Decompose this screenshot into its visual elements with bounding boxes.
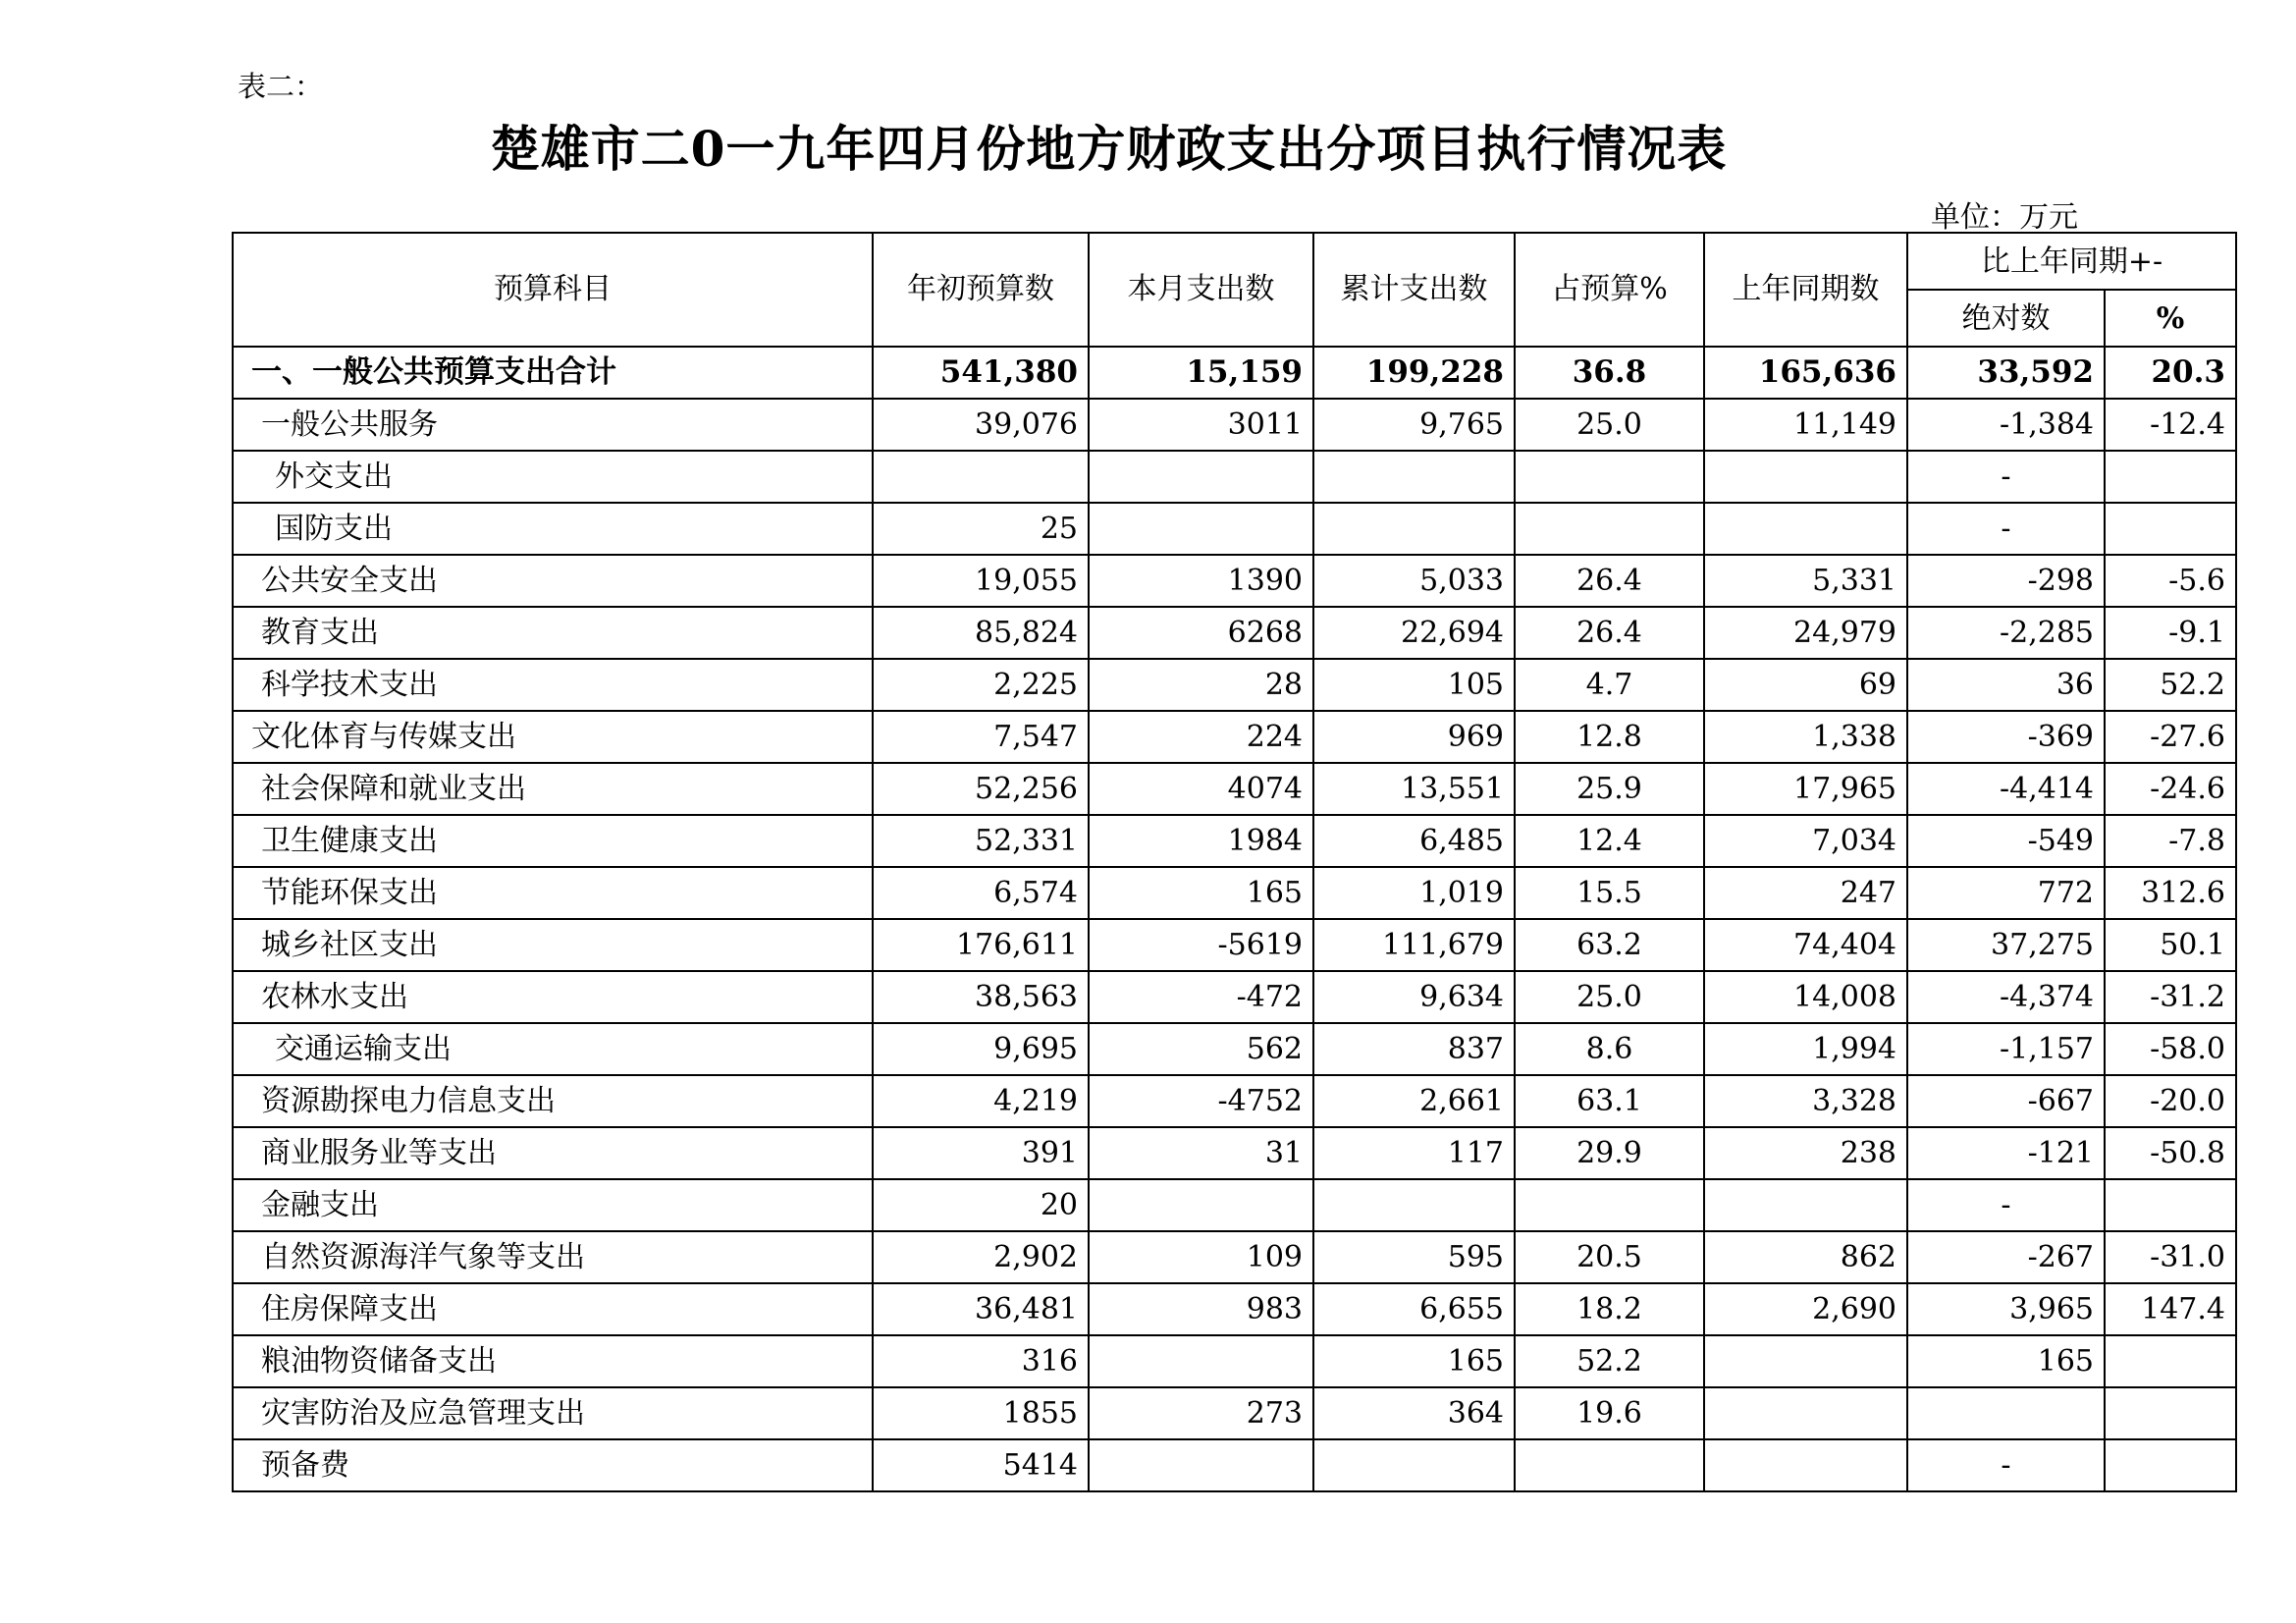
row-cumulative: 111,679 [1313,919,1515,971]
row-month: -5619 [1089,919,1313,971]
row-last-year [1704,1179,1907,1231]
expenditure-table [232,232,2237,1492]
row-subject: 公共安全支出 [233,555,873,607]
table-row [233,451,2236,503]
row-cumulative: 969 [1313,711,1515,763]
row-ratio: 8.6 [1515,1023,1704,1075]
row-abs: -667 [1907,1075,2105,1127]
row-pct [2105,1335,2236,1387]
row-subject: 科学技术支出 [233,659,873,711]
row-month: 3011 [1089,399,1313,451]
row-budget: 7,547 [873,711,1089,763]
header-last-year: 上年同期数 [1704,233,1907,347]
row-abs: -1,384 [1907,399,2105,451]
row-cumulative: 22,694 [1313,607,1515,659]
row-abs [1907,1387,2105,1439]
table-row [233,815,2236,867]
total-row [233,347,2236,399]
row-abs: -369 [1907,711,2105,763]
table-row [233,867,2236,919]
row-abs: -4,414 [1907,763,2105,815]
table-row [233,1387,2236,1439]
row-pct: -7.8 [2105,815,2236,867]
row-cumulative: 5,033 [1313,555,1515,607]
table-row [233,763,2236,815]
row-last-year: 5,331 [1704,555,1907,607]
table-row [233,659,2236,711]
row-last-year: 17,965 [1704,763,1907,815]
row-ratio: 20.5 [1515,1231,1704,1283]
row-cumulative [1313,1439,1515,1491]
row-cumulative [1313,1179,1515,1231]
row-subject: 教育支出 [233,607,873,659]
table-row [233,1127,2236,1179]
row-month [1089,451,1313,503]
row-cumulative: 9,765 [1313,399,1515,451]
row-pct: 147.4 [2105,1283,2236,1335]
row-pct [2105,1439,2236,1491]
row-last-year: 862 [1704,1231,1907,1283]
row-last-year: 1,338 [1704,711,1907,763]
row-pct: -12.4 [2105,399,2236,451]
row-subject: 金融支出 [233,1179,873,1231]
row-month: 109 [1089,1231,1313,1283]
total-last-year: 165,636 [1704,347,1907,399]
row-ratio: 19.6 [1515,1387,1704,1439]
row-month: -4752 [1089,1075,1313,1127]
row-pct: 312.6 [2105,867,2236,919]
row-abs: -298 [1907,555,2105,607]
row-cumulative: 364 [1313,1387,1515,1439]
row-ratio: 18.2 [1515,1283,1704,1335]
row-month: 1390 [1089,555,1313,607]
row-cumulative: 1,019 [1313,867,1515,919]
total-pct: 20.3 [2105,347,2236,399]
table-row [233,1023,2236,1075]
row-abs: -549 [1907,815,2105,867]
row-abs: 772 [1907,867,2105,919]
row-budget: 391 [873,1127,1089,1179]
row-ratio [1515,503,1704,555]
row-month [1089,1179,1313,1231]
row-ratio: 63.1 [1515,1075,1704,1127]
row-abs: -1,157 [1907,1023,2105,1075]
total-month: 15,159 [1089,347,1313,399]
row-pct: -20.0 [2105,1075,2236,1127]
table-row [233,711,2236,763]
row-last-year: 238 [1704,1127,1907,1179]
row-budget: 20 [873,1179,1089,1231]
row-last-year [1704,1335,1907,1387]
row-pct: -50.8 [2105,1127,2236,1179]
row-cumulative [1313,451,1515,503]
row-month: 983 [1089,1283,1313,1335]
row-ratio [1515,1179,1704,1231]
row-budget: 316 [873,1335,1089,1387]
row-last-year: 247 [1704,867,1907,919]
row-subject: 预备费 [233,1439,873,1491]
row-budget: 1855 [873,1387,1089,1439]
row-last-year: 2,690 [1704,1283,1907,1335]
row-subject: 自然资源海洋气象等支出 [233,1231,873,1283]
row-cumulative: 13,551 [1313,763,1515,815]
header-pct: % [2105,290,2236,347]
row-cumulative: 9,634 [1313,971,1515,1023]
row-subject: 一般公共服务 [233,399,873,451]
row-budget: 36,481 [873,1283,1089,1335]
row-last-year: 11,149 [1704,399,1907,451]
row-subject: 商业服务业等支出 [233,1127,873,1179]
table-row [233,971,2236,1023]
table-note: 表二： [238,70,324,103]
total-abs: 33,592 [1907,347,2105,399]
row-subject: 外交支出 [233,451,873,503]
row-last-year: 3,328 [1704,1075,1907,1127]
row-abs: - [1907,1179,2105,1231]
row-abs: 37,275 [1907,919,2105,971]
row-last-year [1704,451,1907,503]
page-title [0,110,2296,181]
row-last-year: 1,994 [1704,1023,1907,1075]
row-month: 562 [1089,1023,1313,1075]
row-subject: 国防支出 [233,503,873,555]
row-month: -472 [1089,971,1313,1023]
total-subject: 一、一般公共预算支出合计 [233,347,873,399]
row-budget: 52,331 [873,815,1089,867]
row-abs: 3,965 [1907,1283,2105,1335]
row-pct: -24.6 [2105,763,2236,815]
row-cumulative: 6,485 [1313,815,1515,867]
row-pct: -5.6 [2105,555,2236,607]
row-month: 224 [1089,711,1313,763]
row-abs: 165 [1907,1335,2105,1387]
row-subject: 灾害防治及应急管理支出 [233,1387,873,1439]
row-abs: 36 [1907,659,2105,711]
row-month [1089,1439,1313,1491]
header-budget: 年初预算数 [873,233,1089,347]
table-row [233,607,2236,659]
row-ratio: 25.9 [1515,763,1704,815]
row-subject: 文化体育与传媒支出 [233,711,873,763]
row-subject: 农林水支出 [233,971,873,1023]
table-row [233,1179,2236,1231]
row-last-year [1704,1439,1907,1491]
total-cumulative: 199,228 [1313,347,1515,399]
row-budget: 9,695 [873,1023,1089,1075]
row-month: 165 [1089,867,1313,919]
row-month: 1984 [1089,815,1313,867]
row-pct [2105,451,2236,503]
row-budget: 25 [873,503,1089,555]
header-subject: 预算科目 [233,233,873,347]
table-row [233,1075,2236,1127]
row-pct [2105,1387,2236,1439]
row-subject: 粮油物资储备支出 [233,1335,873,1387]
row-pct: -31.2 [2105,971,2236,1023]
row-ratio: 15.5 [1515,867,1704,919]
row-budget: 6,574 [873,867,1089,919]
row-abs: -4,374 [1907,971,2105,1023]
row-ratio: 12.4 [1515,815,1704,867]
row-cumulative: 165 [1313,1335,1515,1387]
row-pct: -58.0 [2105,1023,2236,1075]
row-ratio [1515,451,1704,503]
row-subject: 住房保障支出 [233,1283,873,1335]
row-subject: 交通运输支出 [233,1023,873,1075]
row-last-year [1704,1387,1907,1439]
table-row [233,919,2236,971]
row-subject: 资源勘探电力信息支出 [233,1075,873,1127]
row-cumulative: 6,655 [1313,1283,1515,1335]
row-budget: 2,225 [873,659,1089,711]
row-cumulative: 117 [1313,1127,1515,1179]
row-month: 6268 [1089,607,1313,659]
row-subject: 卫生健康支出 [233,815,873,867]
header-cumulative: 累计支出数 [1313,233,1515,347]
row-cumulative: 837 [1313,1023,1515,1075]
table-row [233,399,2236,451]
row-ratio: 26.4 [1515,607,1704,659]
row-month: 31 [1089,1127,1313,1179]
row-ratio: 12.8 [1515,711,1704,763]
row-pct: -31.0 [2105,1231,2236,1283]
row-budget: 5414 [873,1439,1089,1491]
row-month [1089,1335,1313,1387]
row-last-year: 7,034 [1704,815,1907,867]
row-cumulative: 595 [1313,1231,1515,1283]
row-month: 28 [1089,659,1313,711]
row-budget: 176,611 [873,919,1089,971]
row-budget: 2,902 [873,1231,1089,1283]
row-budget [873,451,1089,503]
row-ratio: 52.2 [1515,1335,1704,1387]
row-abs: - [1907,503,2105,555]
row-cumulative: 105 [1313,659,1515,711]
row-subject: 节能环保支出 [233,867,873,919]
table-row [233,503,2236,555]
row-month [1089,503,1313,555]
row-ratio: 25.0 [1515,971,1704,1023]
row-last-year: 69 [1704,659,1907,711]
row-last-year: 14,008 [1704,971,1907,1023]
row-subject: 城乡社区支出 [233,919,873,971]
header-abs: 绝对数 [1907,290,2105,347]
row-ratio: 4.7 [1515,659,1704,711]
row-pct [2105,503,2236,555]
row-pct: 52.2 [2105,659,2236,711]
row-pct: -27.6 [2105,711,2236,763]
row-pct [2105,1179,2236,1231]
header-ratio: 占预算% [1515,233,1704,347]
row-budget: 19,055 [873,555,1089,607]
row-pct: 50.1 [2105,919,2236,971]
page-title-text: 楚雄市二0一九年四月份地方财政支出分项目执行情况表 [490,120,1728,178]
row-budget: 38,563 [873,971,1089,1023]
row-abs: -2,285 [1907,607,2105,659]
row-pct: -9.1 [2105,607,2236,659]
row-abs: - [1907,451,2105,503]
table-row [233,1231,2236,1283]
row-ratio: 26.4 [1515,555,1704,607]
table-row [233,555,2236,607]
row-last-year: 24,979 [1704,607,1907,659]
row-cumulative: 2,661 [1313,1075,1515,1127]
row-budget: 4,219 [873,1075,1089,1127]
row-month: 273 [1089,1387,1313,1439]
total-ratio: 36.8 [1515,347,1704,399]
row-ratio: 29.9 [1515,1127,1704,1179]
row-last-year: 74,404 [1704,919,1907,971]
row-ratio [1515,1439,1704,1491]
row-ratio: 25.0 [1515,399,1704,451]
header-month: 本月支出数 [1089,233,1313,347]
row-subject: 社会保障和就业支出 [233,763,873,815]
unit-label: 单位：万元 [1931,200,2078,235]
row-last-year [1704,503,1907,555]
row-abs: - [1907,1439,2105,1491]
row-ratio: 63.2 [1515,919,1704,971]
header-compare: 比上年同期+- [1907,233,2236,290]
row-budget: 52,256 [873,763,1089,815]
row-abs: -121 [1907,1127,2105,1179]
row-abs: -267 [1907,1231,2105,1283]
row-month: 4074 [1089,763,1313,815]
row-cumulative [1313,503,1515,555]
table-row [233,1439,2236,1491]
row-budget: 85,824 [873,607,1089,659]
row-budget: 39,076 [873,399,1089,451]
table-row [233,1283,2236,1335]
total-budget: 541,380 [873,347,1089,399]
table-row [233,1335,2236,1387]
